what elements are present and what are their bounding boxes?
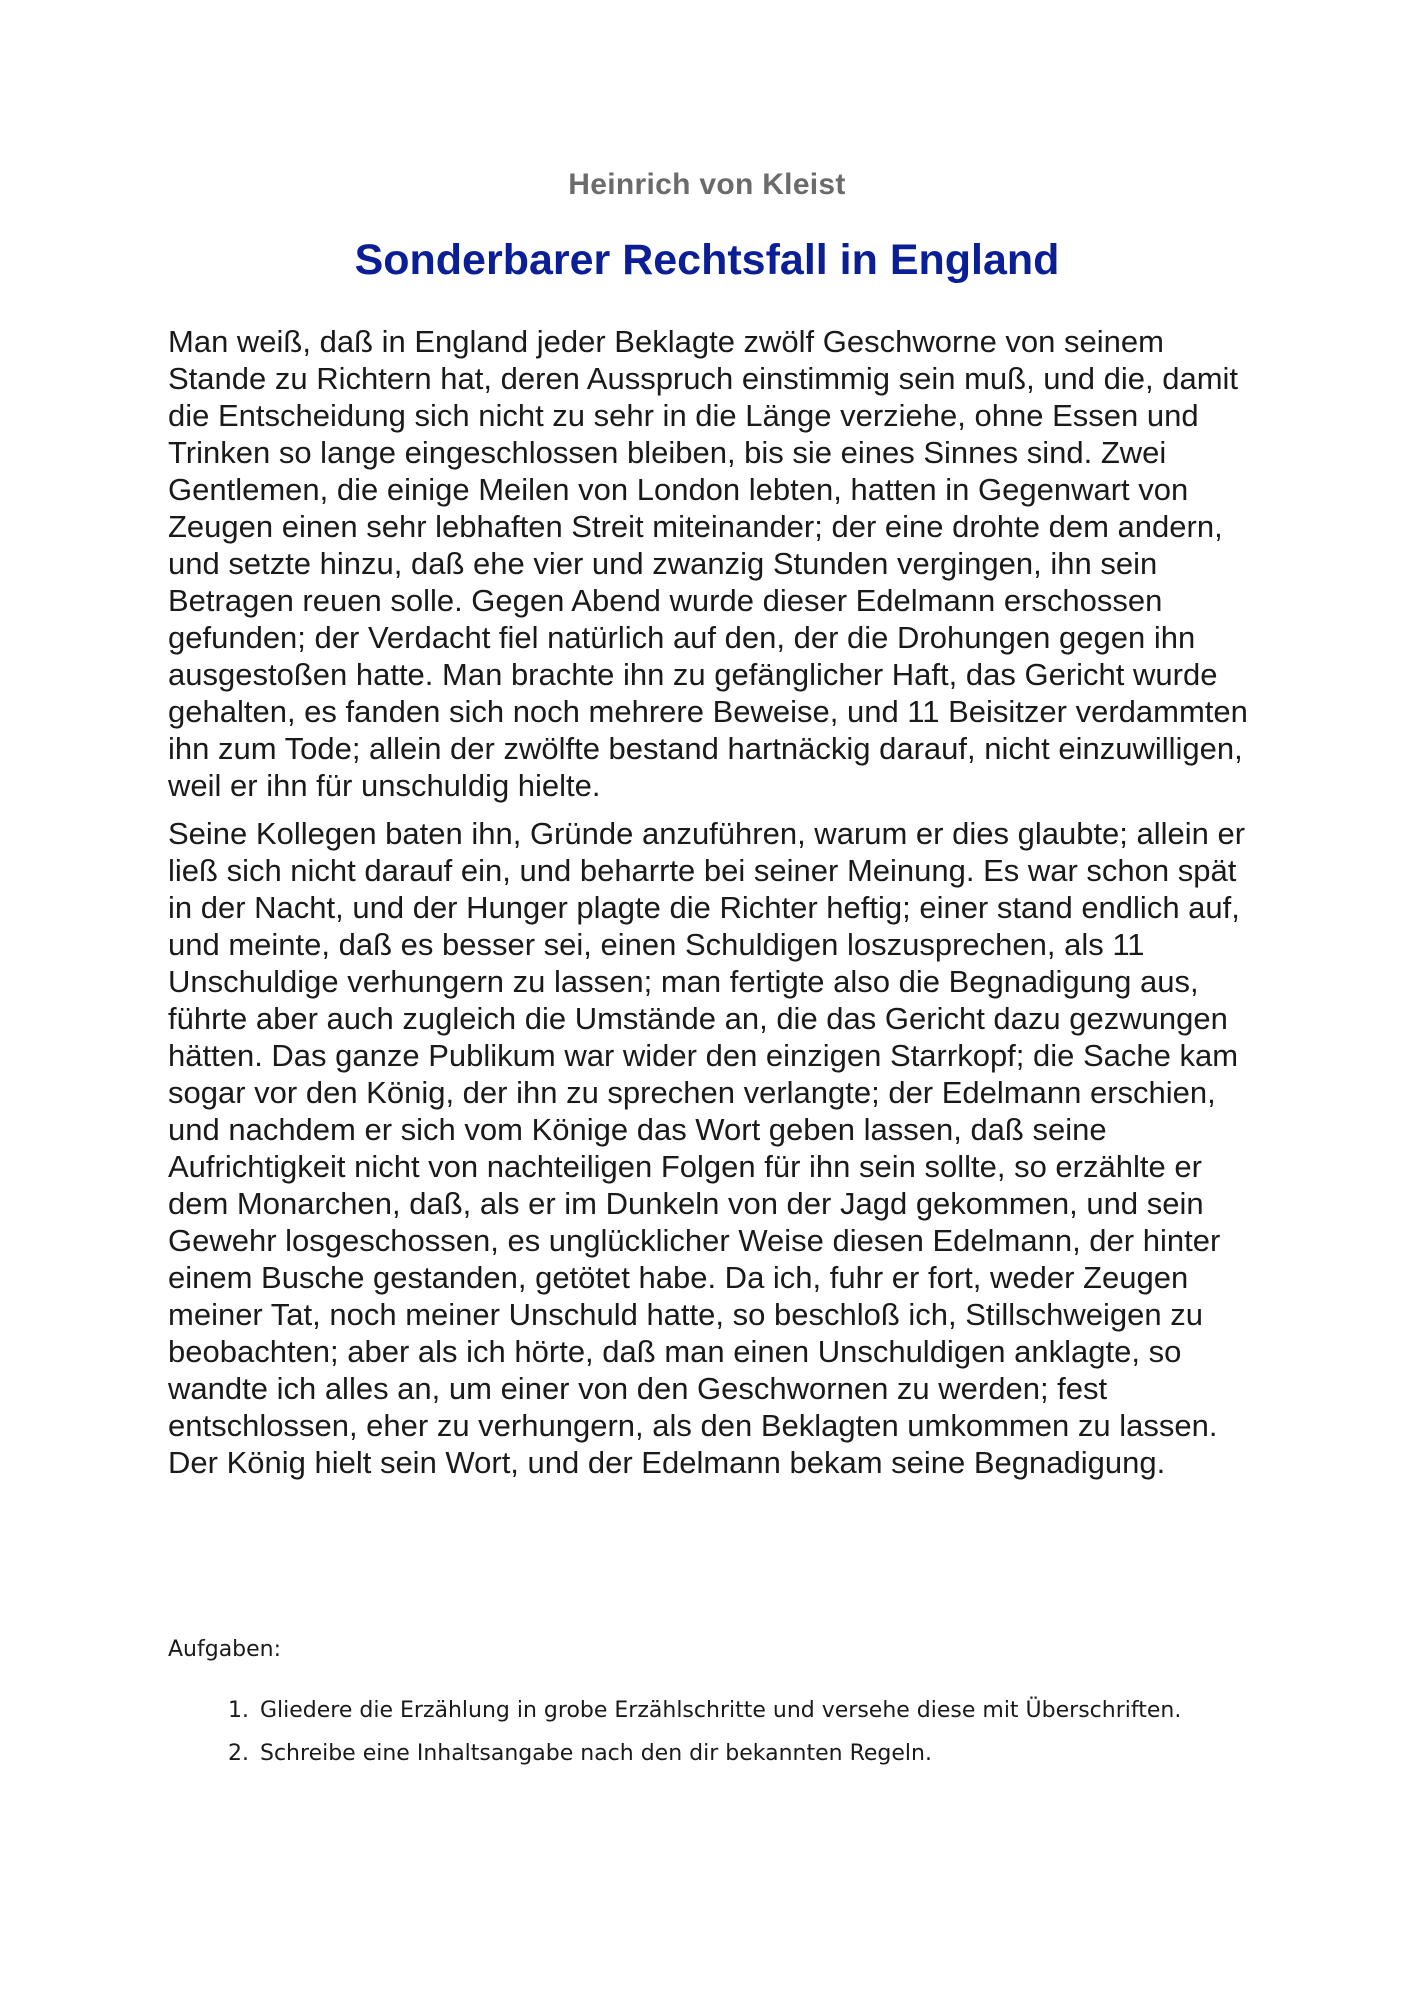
paragraph-1: Man weiß, daß in England jeder Beklagte zwölf Geschworne von seinem Stande zu Richtern hat, deren Ausspruch einstimmig sein muß, und die, damit die Entscheidung sich nicht zu sehr in die Länge verziehe, ohne Essen und Trinken so lange eingeschlossen bleiben, bis sie eines Sinnes sind. Zwei Gentlemen, die einige Meilen von London lebten, hatten in Gegenwart von Zeugen einen sehr lebhaften Streit miteinander; der eine drohte dem andern, und setzte hinzu, daß ehe vier und zwanzig Stunden vergingen, ihn sein Betragen reuen solle. Gegen Abend wurde dieser Edelmann erschossen gefunden; der Verdacht fiel natürlich auf den, der die Drohungen gegen ihn ausgestoßen hatte. Man brachte ihn zu gefänglicher Haft, das Gericht wurde gehalten, es fanden sich noch mehrere Beweise, und 11 Beisitzer verdammten ihn zum Tode; allein der zwölfte bestand hartnäckig darauf, nicht einzuwilligen, weil er ihn für unschuldig hielte. bbox=[168, 324, 1248, 803]
story-text bbox=[168, 323, 1258, 1492]
task-item-2: 2. Schreibe eine Inhaltsangabe nach den dir bekannten Regeln. bbox=[256, 1734, 1288, 1774]
story-title: Sonderbarer Rechtsfall in England bbox=[354, 236, 1060, 284]
tasks-heading: Aufgaben: bbox=[168, 1637, 282, 1662]
paragraph-2: Seine Kollegen baten ihn, Gründe anzuführen, warum er dies glaubte; allein er ließ sich nicht darauf ein, und beharrte bei seiner Meinung. Es war schon spät in der Nacht, und der Hunger plagte die Richter heftig; einer stand endlich auf, und meinte, daß es besser sei, einen Schuldigen loszusprechen, als 11 Unschuldige verhungern zu lassen; man fertigte also die Begnadigung aus, führte aber auch zugleich die Umstände an, die das Gericht dazu gezwungen hätten. Das ganze Publikum war wider den einzigen Starrkopf; die Sache kam sogar vor den König, der ihn zu sprechen verlangte; der Edelmann erschien, und nachdem er sich vom Könige das Wort geben lassen, daß seine Aufrichtigkeit nicht von nachteiligen Folgen für ihn sein sollte, so erzählte er dem Monarchen, daß, als er im Dunkeln von der Jagd gekommen, und sein Gewehr losgeschossen, es unglücklicher Weise diesen Edelmann, der hinter einem Busche gestanden, getötet habe. Da ich, fuhr er fort, weder Zeugen meiner Tat, noch meiner Unschuld hatte, so beschloß ich, Stillschweigen zu beobachten; aber als ich hörte, daß man einen Unschuldigen anklagte, so wandte ich alles an, um einer von den Geschwornen zu werden; fest entschlossen, eher zu verhungern, als den Beklagten umkommen zu lassen. Der König hielt sein Wort, und der Edelmann bekam seine Begnadigung. bbox=[168, 816, 1246, 1480]
author-name: Heinrich von Kleist bbox=[568, 168, 846, 201]
task-list bbox=[168, 1691, 1288, 1774]
tasks-section bbox=[168, 1635, 1288, 1777]
task-item-1: 1. Gliedere die Erzählung in grobe Erzählschritte und versehe diese mit Überschriften. bbox=[256, 1691, 1288, 1731]
